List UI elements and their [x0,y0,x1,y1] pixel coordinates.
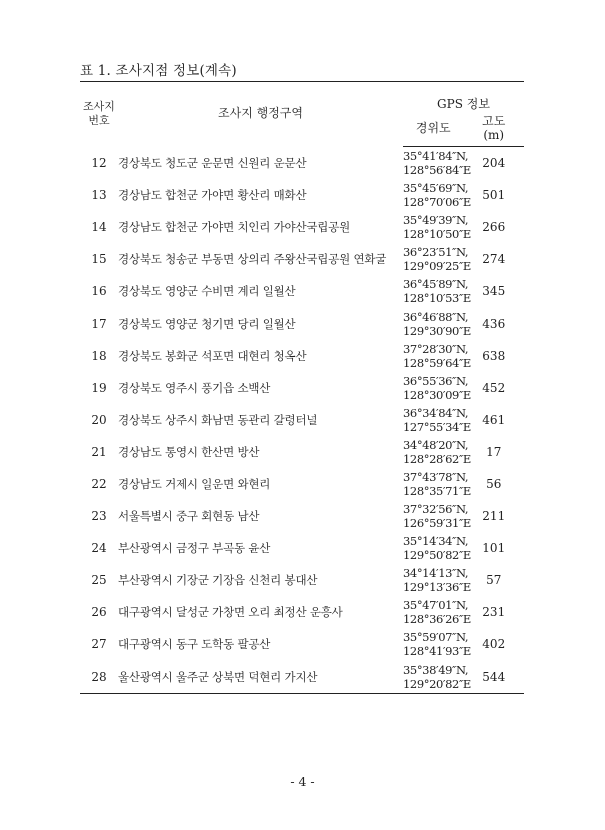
table-row [80,661,524,694]
latitude-value: 36°45′89″N, [403,277,469,292]
header-site-number [80,82,118,147]
site-number-cell: 21 [91,444,107,459]
latitude-value: 35°38′49″N, [403,662,469,677]
table-row [80,243,524,275]
coordinate-cell [403,436,471,468]
site-number-cell: 26 [91,605,107,620]
table-row [80,436,524,468]
altitude-cell: 204 [482,156,506,171]
coordinate-cell [403,628,471,660]
altitude-cell: 452 [482,380,506,395]
table-row [80,179,524,211]
latitude-value: 35°14′34″N, [403,534,469,549]
coordinate-cell [403,404,471,436]
longitude-value: 129°30′90″E [403,323,471,338]
table-row [80,372,524,404]
altitude-cell: 638 [482,348,506,363]
longitude-value: 128°30′09″E [403,387,471,402]
longitude-value: 129°13′36″E [403,580,471,595]
longitude-value: 126°59′31″E [403,516,471,531]
table-row [80,532,524,564]
longitude-value: 128°70′06″E [403,195,471,210]
site-number-cell: 20 [91,412,107,427]
address-cell: 대구광역시 달성군 가창면 오리 최정산 운흥사 [118,605,343,620]
address-cell: 경상북도 영양군 청기면 당리 일월산 [118,316,296,331]
address-cell: 경상남도 합천군 가야면 황산리 매화산 [118,188,307,203]
altitude-cell: 501 [482,188,506,203]
header-altitude-line2: (m) [483,128,505,142]
longitude-value: 128°56′84″E [403,163,471,178]
site-number-cell: 25 [91,573,107,588]
survey-site-table [80,81,524,694]
longitude-value: 129°50′82″E [403,548,471,563]
site-number-cell: 12 [91,155,107,170]
table-row [80,307,524,339]
longitude-value: 128°36′26″E [403,612,471,627]
site-number-cell: 13 [91,188,107,203]
table-row [80,275,524,307]
latitude-value: 36°34′84″N, [403,405,469,420]
coordinate-cell [403,211,471,243]
altitude-cell: 402 [482,637,506,652]
table-body [80,147,524,694]
longitude-value: 129°09′25″E [403,259,471,274]
site-number-cell: 22 [91,476,107,491]
coordinate-cell [403,275,471,307]
coordinate-cell [403,307,471,339]
address-cell: 경상북도 상주시 화남면 동관리 갈령터널 [118,412,318,427]
latitude-value: 36°55′36″N, [403,373,469,388]
latitude-value: 35°59′07″N, [403,630,469,645]
coordinate-cell [403,243,471,275]
address-cell: 경상북도 영주시 풍기읍 소백산 [118,380,271,395]
page-number: - 4 - [290,774,315,789]
longitude-value: 129°20′82″E [403,676,471,691]
longitude-value: 128°59′64″E [403,355,471,370]
latitude-value: 35°47′01″N, [403,598,469,613]
altitude-cell: 57 [486,573,502,588]
latitude-value: 34°48′20″N, [403,437,469,452]
address-cell: 경상남도 통영시 한산면 방산 [118,444,260,459]
altitude-cell: 211 [482,509,506,524]
table-row [80,596,524,628]
site-number-cell: 28 [80,661,118,694]
altitude-cell: 345 [482,284,506,299]
latitude-value: 34°14′13″N, [403,566,469,581]
altitude-cell: 266 [482,220,506,235]
address-cell: 경상남도 합천군 가야면 치인리 가야산국립공원 [118,220,350,235]
table-row [80,404,524,436]
address-cell: 대구광역시 동구 도학동 팔공산 [118,637,271,652]
header-altitude [464,112,525,147]
coordinate-cell [403,500,471,532]
longitude-value: 128°41′93″E [403,644,471,659]
coordinate-cell [403,564,471,596]
table-row [80,468,524,500]
latitude-value: 35°41′84″N, [403,149,469,164]
table-row [80,211,524,243]
site-number-cell: 17 [91,316,107,331]
longitude-value: 128°10′53″E [403,291,471,306]
site-number-cell: 23 [91,509,107,524]
coordinate-cell [403,179,471,211]
address-cell: 부산광역시 금정구 부곡동 윤산 [118,541,271,556]
site-number-cell: 19 [91,380,107,395]
site-number-cell: 14 [91,220,107,235]
table-row [80,340,524,372]
coordinate-cell [403,147,471,180]
coordinate-cell [403,532,471,564]
coordinate-cell [403,596,471,628]
longitude-value: 128°35′71″E [403,483,471,498]
table-row [80,628,524,660]
longitude-value: 128°28′62″E [403,451,471,466]
address-cell: 경상남도 거제시 일운면 와현리 [118,476,271,491]
longitude-value: 128°10′50″E [403,227,471,242]
address-cell: 경상북도 봉화군 석포면 대현리 청옥산 [118,348,307,363]
address-cell: 울산광역시 울주군 상북면 덕현리 가지산 [118,661,403,694]
altitude-cell: 56 [486,476,502,491]
latitude-value: 36°23′51″N, [403,245,469,260]
table-row [80,500,524,532]
altitude-cell: 436 [482,316,506,331]
header-site-number-line2: 번호 [88,114,110,128]
site-number-cell: 16 [91,284,107,299]
address-cell: 부산광역시 기장군 기장읍 신천리 봉대산 [118,573,318,588]
altitude-cell: 274 [482,252,506,267]
coordinate-cell [403,372,471,404]
table-caption: 표 1. 조사지점 정보(계속) [80,63,237,79]
header-site-number-line1: 조사지 [83,100,115,114]
header-gps: GPS 정보 [403,82,524,113]
altitude-cell: 544 [464,661,525,694]
altitude-cell: 461 [482,412,506,427]
address-cell: 경상북도 청송군 부동면 상의리 주왕산국립공원 연화굴 [118,252,387,267]
address-cell: 경상북도 영양군 수비면 계리 일월산 [118,284,296,299]
table-row [80,564,524,596]
latitude-value: 35°49′39″N, [403,213,469,228]
site-number-cell: 27 [91,637,107,652]
altitude-cell: 231 [482,605,506,620]
site-number-cell: 18 [91,348,107,363]
site-number-cell: 24 [91,541,107,556]
latitude-value: 36°46′88″N, [403,309,469,324]
coordinate-cell [403,661,471,694]
latitude-value: 37°32′56″N, [403,502,469,517]
address-cell: 서울특별시 중구 회현동 남산 [118,509,260,524]
longitude-value: 127°55′34″E [403,419,471,434]
header-coordinates: 경위도 [403,112,464,147]
latitude-value: 35°45′69″N, [403,181,469,196]
latitude-value: 37°28′30″N, [403,341,469,356]
altitude-cell: 101 [482,541,506,556]
altitude-cell: 17 [486,444,502,459]
site-number-cell: 15 [91,252,107,267]
address-cell: 경상북도 청도군 운문면 신원리 운문산 [118,155,307,170]
table-header [80,82,524,147]
coordinate-cell [403,468,471,500]
table-row [80,147,524,180]
header-altitude-line1: 고도 [482,114,506,129]
latitude-value: 37°43′78″N, [403,469,469,484]
coordinate-cell [403,340,471,372]
header-address: 조사지 행정구역 [118,82,403,147]
